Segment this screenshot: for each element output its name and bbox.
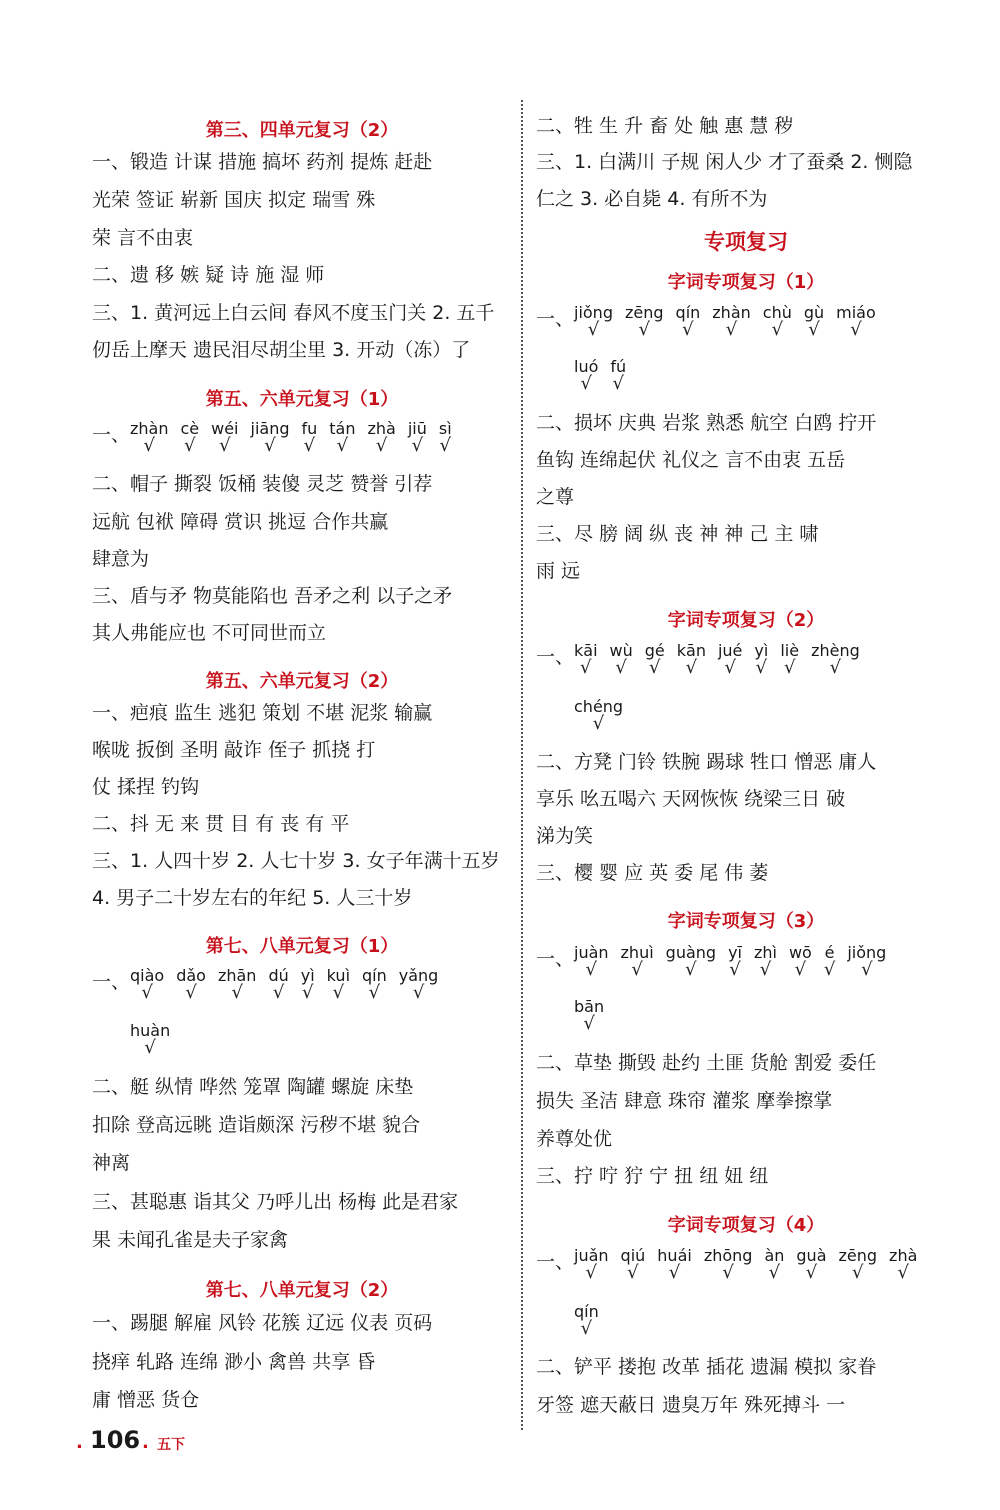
pinyin-answer xyxy=(666,944,716,978)
pinyin-text: jué xyxy=(717,641,743,660)
pinyin-answer xyxy=(621,944,654,978)
answer-line: 果 未闻孔雀是夫子家禽 xyxy=(92,1229,289,1251)
check-mark-icon: √ xyxy=(585,959,597,980)
pinyin-answer xyxy=(754,642,768,676)
check-mark-icon: √ xyxy=(638,319,650,340)
check-mark-icon: √ xyxy=(143,435,155,456)
check-mark-icon: √ xyxy=(585,1262,597,1283)
check-mark-icon: √ xyxy=(272,982,285,1003)
answer-line: 其人弗能应也 不可同世而立 xyxy=(92,622,327,644)
answer-line: 二、铲平 搂抱 改革 插花 遗漏 模拟 家眷 xyxy=(536,1356,877,1378)
check-mark-icon: √ xyxy=(805,1262,818,1283)
section-heading: 字词专项复习（1） xyxy=(667,272,825,293)
pinyin-text: qín xyxy=(362,966,387,985)
pinyin-text: qiào xyxy=(130,966,165,985)
pinyin-answer xyxy=(645,642,665,676)
answer-line: 三、尽 膀 阔 纵 丧 神 神 己 主 啸 xyxy=(536,523,819,545)
answer-line: 一、踢腿 解雇 风铃 花簇 辽远 仪表 页码 xyxy=(92,1312,433,1334)
pinyin-text: wéi xyxy=(211,419,239,438)
answer-line: 庸 憎恶 货仓 xyxy=(92,1389,200,1411)
check-mark-icon: √ xyxy=(768,1262,781,1283)
check-mark-icon: √ xyxy=(685,657,698,678)
pinyin-answer xyxy=(718,642,742,676)
pinyin-text: wō xyxy=(788,943,812,962)
check-mark-icon: √ xyxy=(411,435,424,456)
section-heading: 第七、八单元复习（1） xyxy=(205,936,399,957)
answer-line: 光荣 签证 崭新 国庆 拟定 瑞雪 殊 xyxy=(92,189,376,211)
check-mark-icon: √ xyxy=(668,1262,681,1283)
pinyin-answer xyxy=(676,304,701,338)
check-mark-icon: √ xyxy=(412,982,425,1003)
pinyin-text: zēng xyxy=(838,1246,878,1265)
check-mark-icon: √ xyxy=(583,1013,595,1034)
answer-line: 涕为笑 xyxy=(536,825,594,847)
section-heading: 第五、六单元复习（1） xyxy=(205,389,399,410)
pinyin-text: huàn xyxy=(130,1021,171,1040)
answer-line: 远航 包袱 障碍 赏识 挑逗 合作共赢 xyxy=(92,511,389,533)
check-mark-icon: √ xyxy=(829,657,842,678)
check-mark-icon: √ xyxy=(897,1262,909,1283)
question-number: 一、 xyxy=(536,646,575,668)
check-mark-icon: √ xyxy=(725,319,738,340)
pinyin-answer xyxy=(362,967,387,1001)
check-mark-icon: √ xyxy=(755,657,768,678)
pinyin-text: gù xyxy=(803,303,825,322)
grade-label: 五下 xyxy=(157,1437,185,1453)
answer-line: 仁之 3. 必自毙 4. 有所不为 xyxy=(536,188,768,210)
pinyin-text: fú xyxy=(610,357,627,376)
pinyin-text: jiū xyxy=(407,419,427,438)
pinyin-answer xyxy=(811,642,860,676)
check-mark-icon: √ xyxy=(184,435,196,456)
pinyin-answer xyxy=(824,944,835,978)
pinyin-answer xyxy=(839,1247,878,1281)
answer-line: 三、甚聪惠 诣其父 乃呼儿出 杨梅 此是君家 xyxy=(92,1191,459,1213)
check-mark-icon: √ xyxy=(336,435,349,456)
pinyin-text: qín xyxy=(675,303,701,322)
footer-dot-right: . xyxy=(142,1432,149,1453)
pinyin-answer xyxy=(574,1247,609,1281)
check-mark-icon: √ xyxy=(685,959,697,980)
pinyin-row xyxy=(130,420,464,455)
pinyin-text: kuì xyxy=(326,966,351,985)
pinyin-answer xyxy=(130,420,168,454)
check-mark-icon: √ xyxy=(759,959,772,980)
pinyin-answer xyxy=(574,358,598,392)
pinyin-text: jiǒng xyxy=(847,943,887,962)
pinyin-row xyxy=(574,358,638,393)
question-number: 一、 xyxy=(92,424,131,446)
pinyin-row xyxy=(574,998,616,1033)
pinyin-answer xyxy=(218,967,256,1001)
pinyin-text: zhà xyxy=(889,1246,918,1265)
pinyin-text: zhì xyxy=(753,943,777,962)
answer-line: 神离 xyxy=(92,1152,131,1174)
check-mark-icon: √ xyxy=(852,1262,864,1283)
pinyin-text: tán xyxy=(329,419,356,438)
answer-line: 鱼钩 连绵起伏 礼仪之 言不由衷 五岳 xyxy=(536,449,846,471)
answer-line: 二、遗 移 嫉 疑 诗 施 湿 师 xyxy=(92,264,325,286)
check-mark-icon: √ xyxy=(612,373,624,394)
pinyin-row xyxy=(574,698,635,733)
pinyin-answer xyxy=(574,642,598,676)
check-mark-icon: √ xyxy=(850,319,862,340)
question-number: 一、 xyxy=(536,1251,575,1273)
pinyin-answer xyxy=(625,304,664,338)
section-heading: 第三、四单元复习（2） xyxy=(205,120,399,141)
check-mark-icon: √ xyxy=(141,982,153,1003)
pinyin-answer xyxy=(251,420,290,454)
section-heading: 字词专项复习（3） xyxy=(667,911,825,932)
pinyin-row xyxy=(574,1247,929,1282)
pinyin-answer xyxy=(712,304,750,338)
answer-line: 损失 圣洁 肆意 珠帘 灌浆 摩拳擦掌 xyxy=(536,1090,833,1112)
pinyin-answer xyxy=(180,420,199,454)
pinyin-answer xyxy=(574,698,623,732)
answer-line: 一、锻造 计谋 措施 搞坏 药剂 提炼 赶赴 xyxy=(92,151,433,173)
section-heading: 字词专项复习（4） xyxy=(667,1215,825,1236)
question-number: 一、 xyxy=(92,971,131,993)
pinyin-text: bān xyxy=(574,997,605,1016)
pinyin-answer xyxy=(728,944,742,978)
check-mark-icon: √ xyxy=(631,959,643,980)
check-mark-icon: √ xyxy=(592,713,605,734)
answer-line: 二、损坏 庆典 岩浆 熟悉 航空 白鸥 拧开 xyxy=(536,412,877,434)
pinyin-text: guà xyxy=(796,1246,827,1265)
pinyin-answer xyxy=(268,967,288,1001)
pinyin-answer xyxy=(439,420,452,454)
pinyin-answer xyxy=(574,944,609,978)
answer-line: 荣 言不由衷 xyxy=(92,227,194,249)
pinyin-text: huái xyxy=(657,1246,692,1265)
check-mark-icon: √ xyxy=(682,319,694,340)
answer-line: 二、草垫 撕毁 赴约 土匪 货舱 割爱 委任 xyxy=(536,1052,877,1074)
answer-line: 4. 男子二十岁左右的年纪 5. 人三十岁 xyxy=(92,887,413,909)
check-mark-icon: √ xyxy=(144,1037,156,1058)
pinyin-text: qiú xyxy=(620,1246,646,1265)
pinyin-row xyxy=(574,642,872,677)
pinyin-answer xyxy=(176,967,206,1001)
pinyin-answer xyxy=(677,642,706,676)
answer-line: 二、帽子 撕裂 饭桶 装傻 灵芝 赞誉 引荐 xyxy=(92,473,433,495)
pinyin-text: jiǒng xyxy=(574,303,613,322)
pinyin-text: yī xyxy=(728,943,742,962)
pinyin-answer xyxy=(574,304,613,338)
pinyin-answer xyxy=(327,967,350,1001)
pinyin-answer xyxy=(610,642,633,676)
answer-line: 仞岳上摩天 遗民泪尽胡尘里 3. 开动（冻）了 xyxy=(92,339,471,361)
pinyin-row xyxy=(574,944,898,979)
pinyin-text: qín xyxy=(574,1302,599,1321)
check-mark-icon: √ xyxy=(823,959,836,980)
answer-line: 喉咙 扳倒 圣明 敲诈 侄子 抓挠 打 xyxy=(92,739,376,761)
check-mark-icon: √ xyxy=(615,657,627,678)
check-mark-icon: √ xyxy=(332,982,345,1003)
pinyin-text: yǎng xyxy=(398,966,439,985)
pinyin-text: kān xyxy=(676,641,706,660)
pinyin-answer xyxy=(130,967,164,1001)
page-number: 106 xyxy=(90,1426,141,1454)
pinyin-text: zhuì xyxy=(620,943,654,962)
answer-line: 挠痒 轧路 连绵 渺小 禽兽 共享 昏 xyxy=(92,1351,376,1373)
pinyin-text: zhàn xyxy=(130,419,169,438)
pinyin-text: gé xyxy=(644,641,665,660)
check-mark-icon: √ xyxy=(724,657,736,678)
pinyin-answer xyxy=(889,1247,917,1281)
pinyin-answer xyxy=(399,967,439,1001)
pinyin-text: zhàn xyxy=(712,303,751,322)
pinyin-text: guàng xyxy=(665,943,717,962)
question-number: 一、 xyxy=(536,948,575,970)
pinyin-text: miáo xyxy=(836,303,876,322)
answer-line: 二、方凳 门铃 铁腕 踢球 牲口 憎恶 庸人 xyxy=(536,751,877,773)
answer-line: 三、盾与矛 物莫能陷也 吾矛之利 以子之矛 xyxy=(92,585,453,607)
answer-line: 一、疤痕 监生 逃犯 策划 不堪 泥浆 输赢 xyxy=(92,702,433,724)
pinyin-answer xyxy=(836,304,876,338)
check-mark-icon: √ xyxy=(627,1262,639,1283)
pinyin-answer xyxy=(301,967,315,1001)
pinyin-answer xyxy=(368,420,396,454)
pinyin-answer xyxy=(763,304,792,338)
check-mark-icon: √ xyxy=(368,982,381,1003)
pinyin-answer xyxy=(610,358,626,392)
check-mark-icon: √ xyxy=(783,657,796,678)
pinyin-answer xyxy=(704,1247,753,1281)
check-mark-icon: √ xyxy=(861,959,873,980)
pinyin-text: yì xyxy=(754,641,769,660)
pinyin-text: juǎn xyxy=(574,1246,609,1265)
section-heading: 字词专项复习（2） xyxy=(667,610,825,631)
check-mark-icon: √ xyxy=(722,1262,734,1283)
check-mark-icon: √ xyxy=(303,435,316,456)
answer-line: 三、拧 咛 狞 宁 扭 纽 妞 纽 xyxy=(536,1165,769,1187)
check-mark-icon: √ xyxy=(375,435,388,456)
pinyin-text: zhōng xyxy=(703,1246,753,1265)
pinyin-text: cè xyxy=(180,419,200,438)
pinyin-text: kāi xyxy=(574,641,598,660)
question-number: 一、 xyxy=(536,308,575,330)
check-mark-icon: √ xyxy=(301,982,314,1003)
check-mark-icon: √ xyxy=(580,657,592,678)
pinyin-answer xyxy=(789,944,812,978)
pinyin-answer xyxy=(754,944,777,978)
pinyin-answer xyxy=(796,1247,826,1281)
pinyin-answer xyxy=(780,642,799,676)
answer-line: 三、1. 白满川 子规 闲人少 才了蚕桑 2. 恻隐 xyxy=(536,151,913,173)
check-mark-icon: √ xyxy=(231,982,243,1003)
pinyin-answer xyxy=(847,944,886,978)
pinyin-text: àn xyxy=(764,1246,785,1265)
answer-line: 肆意为 xyxy=(92,548,150,570)
pinyin-answer xyxy=(657,1247,692,1281)
check-mark-icon: √ xyxy=(808,319,820,340)
pinyin-text: chéng xyxy=(574,697,624,716)
pinyin-answer xyxy=(130,1022,170,1056)
answer-line: 养尊处优 xyxy=(536,1128,613,1150)
section-heading: 专项复习 xyxy=(704,230,788,254)
pinyin-text: zhān xyxy=(217,966,257,985)
check-mark-icon: √ xyxy=(219,435,231,456)
answer-line: 享乐 吆五喝六 天网恢恢 绕梁三日 破 xyxy=(536,788,846,810)
column-divider xyxy=(521,100,523,1430)
pinyin-text: luó xyxy=(574,357,599,376)
pinyin-text: é xyxy=(824,943,835,962)
pinyin-answer xyxy=(408,420,427,454)
pinyin-text: juàn xyxy=(574,943,609,962)
check-mark-icon: √ xyxy=(580,1318,593,1339)
pinyin-text: fu xyxy=(301,419,318,438)
pinyin-row xyxy=(574,304,888,339)
answer-line: 二、艇 纵情 哗然 笼罩 陶罐 螺旋 床垫 xyxy=(92,1076,414,1098)
check-mark-icon: √ xyxy=(185,982,197,1003)
check-mark-icon: √ xyxy=(587,319,600,340)
answer-line: 二、抖 无 来 贯 目 有 丧 有 平 xyxy=(92,813,350,835)
check-mark-icon: √ xyxy=(649,657,661,678)
answer-line: 之尊 xyxy=(536,486,575,508)
check-mark-icon: √ xyxy=(439,435,451,456)
answer-line: 二、牲 生 升 畜 处 触 惠 慧 秽 xyxy=(536,115,794,137)
check-mark-icon: √ xyxy=(264,435,276,456)
answer-line: 三、樱 婴 应 英 委 尾 伟 萎 xyxy=(536,862,769,884)
pinyin-row xyxy=(574,1303,611,1338)
section-heading: 第五、六单元复习（2） xyxy=(205,671,399,692)
pinyin-answer xyxy=(764,1247,784,1281)
pinyin-text: jiāng xyxy=(250,419,290,438)
pinyin-text: zhèng xyxy=(811,641,860,660)
pinyin-text: chù xyxy=(762,303,792,322)
pinyin-text: liè xyxy=(780,641,800,660)
check-mark-icon: √ xyxy=(729,959,741,980)
pinyin-text: dú xyxy=(268,966,289,985)
answer-line: 三、1. 黄河远上白云间 春风不度玉门关 2. 五千 xyxy=(92,302,495,324)
pinyin-text: wù xyxy=(609,641,633,660)
answer-line: 扣除 登高远眺 造诣颇深 污秽不堪 貌合 xyxy=(92,1114,421,1136)
check-mark-icon: √ xyxy=(794,959,807,980)
pinyin-answer xyxy=(211,420,238,454)
pinyin-text: zhà xyxy=(367,419,396,438)
pinyin-text: yì xyxy=(300,966,315,985)
pinyin-row xyxy=(130,1022,182,1057)
pinyin-row xyxy=(130,967,450,1002)
check-mark-icon: √ xyxy=(580,373,592,394)
pinyin-answer xyxy=(574,998,604,1032)
answer-line: 仗 揉捏 钓钩 xyxy=(92,776,200,798)
pinyin-answer xyxy=(329,420,355,454)
pinyin-answer xyxy=(804,304,824,338)
footer-dot-left: . xyxy=(76,1432,83,1453)
section-heading: 第七、八单元复习（2） xyxy=(205,1280,399,1301)
pinyin-text: sì xyxy=(438,419,452,438)
answer-line: 三、1. 人四十岁 2. 人七十岁 3. 女子年满十五岁 xyxy=(92,850,500,872)
pinyin-answer xyxy=(621,1247,646,1281)
pinyin-text: zēng xyxy=(624,303,664,322)
pinyin-text: dǎo xyxy=(176,966,206,985)
check-mark-icon: √ xyxy=(771,319,784,340)
pinyin-answer xyxy=(302,420,318,454)
answer-line: 雨 远 xyxy=(536,560,581,582)
answer-line: 牙签 遮天蔽日 遗臭万年 殊死搏斗 一 xyxy=(536,1394,846,1416)
pinyin-answer xyxy=(574,1303,599,1337)
